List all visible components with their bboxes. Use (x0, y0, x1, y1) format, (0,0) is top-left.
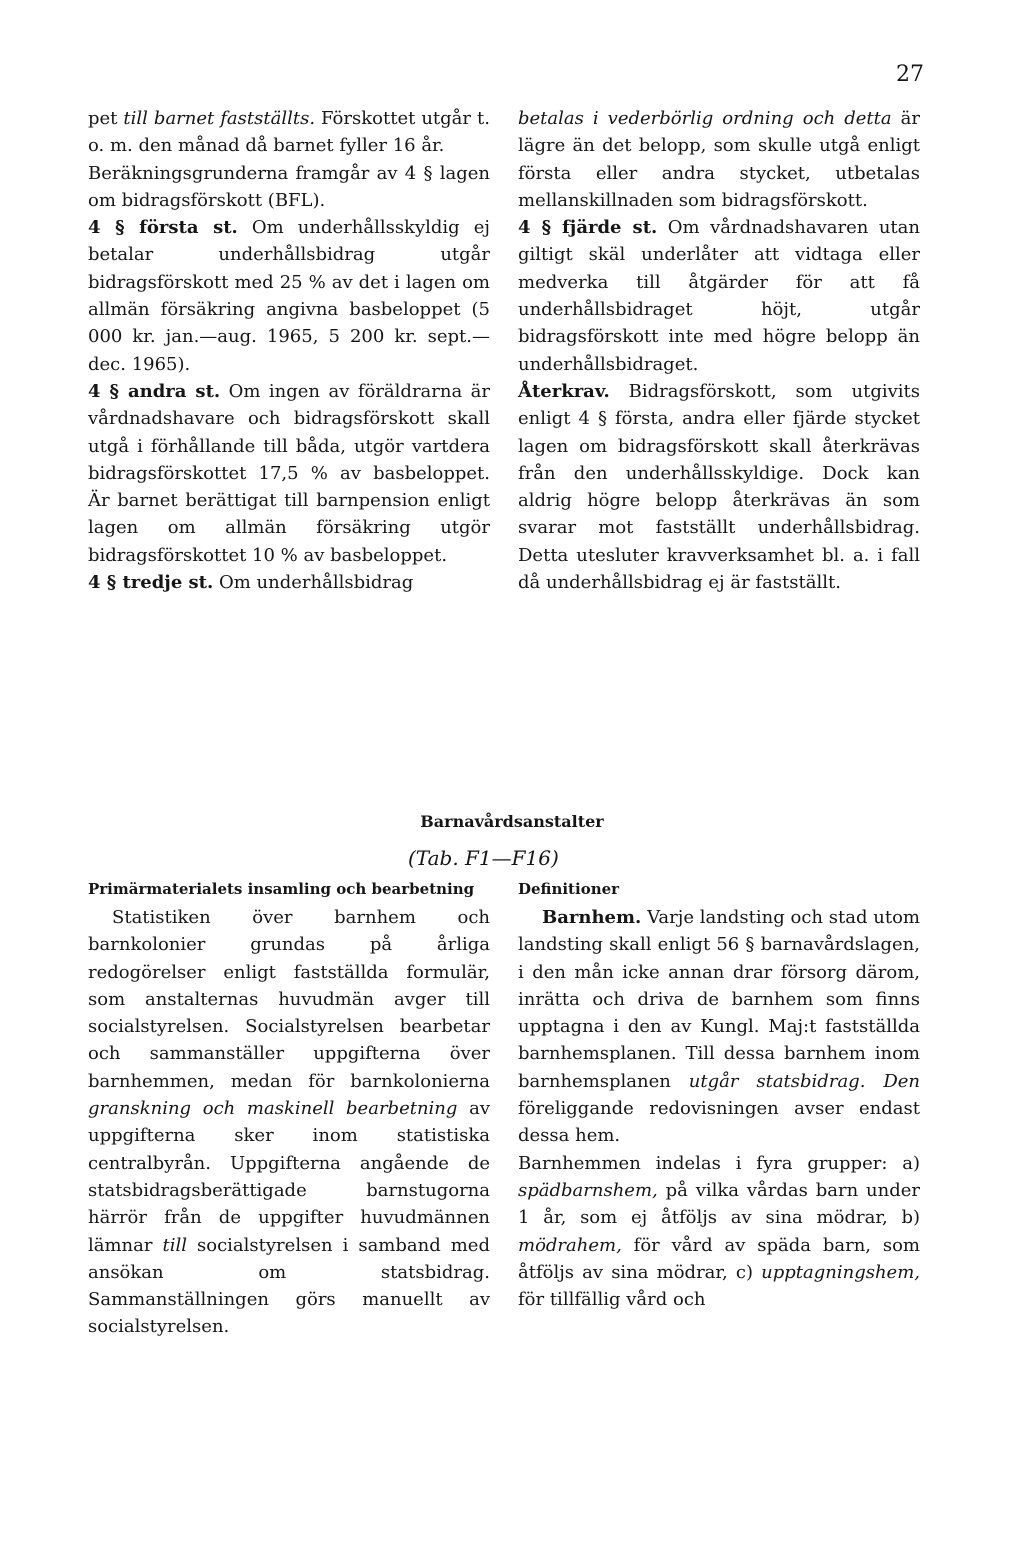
text-run: för tillfällig vård och (518, 1289, 706, 1311)
bottom-right-heading: Definitioner (518, 880, 620, 898)
text-run: Barnhemmen indelas i fyra grupper: a) (518, 1152, 920, 1174)
paragraph (88, 904, 490, 1341)
text-run: Återkrav. (518, 380, 610, 402)
text-run: 4 § fjärde st. (518, 217, 658, 239)
paragraph (518, 1150, 920, 1314)
bottom-left-column (88, 904, 490, 1341)
text-run: Statistiken över barnhem och barnkolonier grundas på årliga redogörelser enligt fastställda formulär, som anstalternas huvudmän avger till socialstyrelsen. Socialstyrelsen bearbetar och sammanställer uppgifterna över barnhemmen, medan för barnkolonierna (88, 907, 490, 1092)
top-right-column (518, 105, 920, 596)
top-left-column (88, 105, 490, 596)
bottom-right-column (518, 904, 920, 1313)
text-run: till (162, 1234, 188, 1256)
text-run: Om vårdnadshavaren utan giltigt skäl underlåter att vidtaga eller medverka till åtgärder för att få underhållsbidraget höjt, utgår bidragsförskott inte med högre belopp än underhållsbidraget. (518, 217, 920, 375)
paragraph (518, 904, 920, 1150)
paragraph (88, 569, 490, 596)
paragraph (518, 214, 920, 378)
paragraph (88, 378, 490, 569)
text-run: 4 § andra st. (88, 380, 221, 402)
text-run: 4 § första st. (88, 217, 238, 239)
paragraph (88, 214, 490, 378)
text-run: till barnet fastställts. (123, 108, 316, 129)
text-run: Barnhem. (542, 907, 642, 928)
text-run: socialstyrelsen i samband med ansökan om statsbidrag. Sammanställningen görs manuellt av socialstyrelsen. (88, 1234, 490, 1338)
text-run: mödrahem, (518, 1234, 622, 1256)
paragraph (518, 378, 920, 596)
section-title: Barnavårdsanstalter (420, 812, 604, 831)
text-run: Om underhållsbidrag (213, 572, 414, 594)
text-run: Bidragsförskott, som utgivits enligt 4 § första, andra eller fjärde stycket lagen om bidragsförskott skall återkrävas från den underhållsskyldige. Dock kan aldrig högre belopp återkrävas än som svarar mot fastställt underhållsbidrag. Detta utesluter kravverksamhet bl. a. i fall då underhållsbidrag ej är fastställt. (518, 380, 920, 594)
text-run: Varje landsting och stad utom landsting skall enligt 56 § barnavårdslagen, i den mån icke annan drar försorg därom, inrätta och driva de barnhem som finns upptagna i den av Kungl. Maj:t fastställda barnhemsplanen. Till dessa barnhem inom barnhemsplanen (518, 907, 920, 1092)
text-run: Förskottet utgår t. o. m. den månad då barnet fyller 16 år. (88, 108, 490, 157)
paragraph (88, 160, 490, 215)
section-subtitle: (Tab. F1—F16) (408, 846, 559, 870)
bottom-left-heading: Primärmaterialets insamling och bearbetning (88, 880, 475, 898)
text-run: betalas i vederbörlig ordning och detta (518, 108, 892, 129)
text-run: granskning och maskinell bearbetning (88, 1098, 458, 1120)
text-run: för vård av späda barn, som åtföljs av sina mödrar, c) (518, 1234, 920, 1283)
text-run: utgår statsbidrag. Den (688, 1070, 920, 1092)
text-run: av uppgifterna sker inom statistiska centralbyrån. Uppgifterna angående de statsbidragsberättigade barnstugorna härrör från de uppgifter huvudmännen lämnar (88, 1098, 490, 1256)
text-run: är lägre än det belopp, som skulle utgå enligt första eller andra stycket, utbetalas mellanskillnaden som bidragsförskott. (518, 108, 920, 211)
text-run: upptagningshem, (761, 1261, 920, 1283)
text-run: pet (88, 108, 124, 129)
text-run: 4 § tredje st. (88, 572, 214, 594)
page-number: 27 (896, 62, 924, 87)
text-run: föreliggande redovisningen avser endast dessa hem. (518, 1098, 920, 1147)
text-run: spädbarnshem, (518, 1179, 658, 1201)
paragraph (518, 105, 920, 214)
text-run: Beräkningsgrunderna framgår av 4 § lagen om bidragsförskott (BFL). (88, 162, 490, 211)
paragraph (88, 105, 490, 160)
text-run: Om underhållsskyldig ej betalar underhållsbidrag utgår bidragsförskott med 25 % av det i lagen om allmän försäkring angivna basbeloppet (5 000 kr. jan.—aug. 1965, 5 200 kr. sept.—dec. 1965). (88, 217, 490, 375)
text-run: Om ingen av föräldrarna är vårdnadshavare och bidragsförskott skall utgå i förhållande till båda, utgör vartdera bidragsförskottet 17,5 % av basbeloppet. Är barnet berättigat till barnpension enligt lagen om allmän försäkring utgör bidragsförskottet 10 % av basbeloppet. (88, 380, 491, 566)
text-run: på vilka vårdas barn under 1 år, som ej åtföljs av sina mödrar, b) (518, 1179, 920, 1229)
